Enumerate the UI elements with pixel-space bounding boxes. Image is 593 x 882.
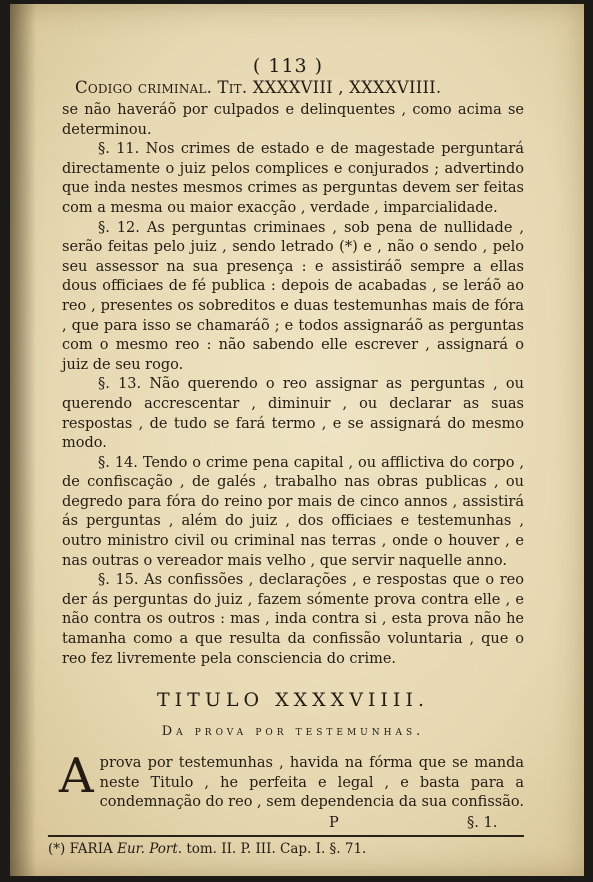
footnote-mark: (*) xyxy=(48,841,66,857)
drop-cap: A xyxy=(59,748,94,805)
signature-line xyxy=(62,813,524,833)
book-page xyxy=(10,4,584,876)
text-block xyxy=(48,55,524,859)
page-gutter-shadow xyxy=(10,4,36,876)
chapter-subtitle: Da prova por testemunhas. xyxy=(161,724,425,740)
running-head: Codigo criminal. Tit. XXXXVIII , XXXXVIIII. xyxy=(75,78,442,97)
footnote-work: Eur. Port. xyxy=(117,841,183,857)
catchword-section: §. 1. xyxy=(467,815,498,831)
opening-paragraph-text: prova por testemunhas , havida na fórma que se manda neste Titulo , he perfeita e legal , e basta para a condemnação do reo , sem dependencia da sua confissão. xyxy=(99,755,524,811)
paragraph-section-11: §. 11. Nos crimes de estado e de magestade perguntará directamente o juiz pelos complices e conjurados ; advertindo que inda nestes mesmos crimes as perguntas devem ser feitas com a mesma ou maior exacção , verdade , imparcialidade. xyxy=(62,141,524,216)
footnote-reference: tom. II. P. III. Cap. I. §. 71. xyxy=(186,841,367,857)
opening-paragraph xyxy=(59,748,524,813)
signature-letter: P xyxy=(329,815,339,831)
chapter-title: TITULO XXXXVIIII. xyxy=(157,689,429,712)
page-number: ( 113 ) xyxy=(252,55,324,77)
footnote-rule xyxy=(48,835,524,837)
footnote-author: FARIA xyxy=(69,841,113,857)
paragraph-section-12: §. 12. As perguntas criminaes , sob pena de nullidade , serão feitas pelo juiz , sendo letrado (*) e , não o sendo , pelo seu assessor na sua presença : e assistiráõ sempre a ellas dous officiaes de fé publica : depois de acabadas , se leráõ ao reo , presentes os sobreditos e duas testemunhas mais de fóra , que para isso se chamaráõ ; e todos assignaráõ as perguntas com o mesmo reo : não sabendo elle escrever , assignará o juiz de seu rogo. xyxy=(62,219,524,373)
paragraph-section-13: §. 13. Não querendo o reo assignar as perguntas , ou querendo accrescentar , diminuir , ou declarar as suas respostas , de tudo se fará termo , e se assignará do mesmo modo. xyxy=(62,376,524,452)
paragraph-continuation: se não haveráõ por culpados e delinquentes , como acima se determinou. xyxy=(62,102,524,138)
paragraph-section-15: §. 15. As confissões , declarações , e respostas que o reo der ás perguntas do juiz , fazem sómente prova contra elle , e não contra os outros : mas , inda contra si , esta prova não he tamanha como a que resulta da confissão voluntaria , que o reo fez livremente pela consciencia do crime. xyxy=(62,572,524,667)
footnote xyxy=(48,839,524,859)
paragraph-section-14: §. 14. Tendo o crime pena capital , ou afflictiva do corpo , de confiscação , de galés , trabalho nas obras publicas , ou degredo para fóra do reino por mais de cinco annos , assistirá ás perguntas , além do juiz , dos officiaes e testemunhas , outro ministro civil ou criminal nas terras , onde o houver , e nas outras o vereador mais velho , que servir naquelle anno. xyxy=(62,454,524,569)
